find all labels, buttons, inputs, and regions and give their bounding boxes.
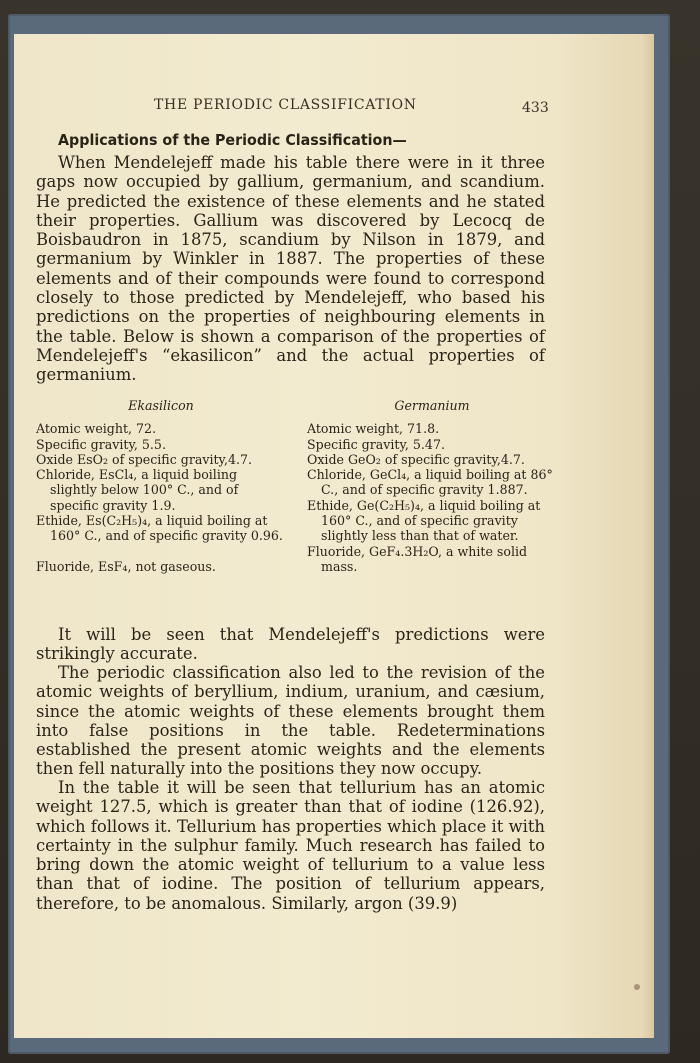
property-entry: Atomic weight, 71.8. [307, 421, 440, 437]
running-header: THE PERIODIC CLASSIFICATION [154, 97, 417, 113]
property-entry: Chloride, GeCl₄, a liquid boiling at 86° C., and of specific gravity 1.887. [307, 467, 553, 498]
property-entry: Oxide GeO₂ of specific gravity,4.7. [307, 451, 525, 467]
property-entry: Specific gravity, 5.5. [36, 436, 166, 452]
page-edge-shadow [640, 34, 654, 1038]
page-number: 433 [522, 100, 549, 116]
paragraph-tellurium: In the table it will be seen that tellurium has an atomic weight 127.5, which is greater than that of iodine (126.92), which follows it. Tellurium has properties which place it with certainty in the sulphur family. Much research has failed to bring down the atomic weight of tellurium to a value less than that of iodine. The position of tellurium appears, therefore, to be anomalous. Similarly, argon (39.9) [36, 778, 545, 913]
property-entry: Chloride, EsCl₄, a liquid boiling slightly below 100° C., and of specific gravity 1.9. [36, 467, 239, 513]
page-sheet [14, 34, 654, 1038]
comparison-column-ekasilicon [36, 398, 286, 574]
entry-spacer [36, 544, 286, 559]
comparison-column-germanium [307, 398, 557, 574]
paragraph-accuracy: It will be seen that Mendelejeff's predictions were strikingly accurate. [36, 625, 545, 664]
property-entry: Ethide, Ge(C₂H₅)₄, a liquid boiling at 160° C., and of specific gravity slightly less than that of water. [307, 497, 541, 544]
property-entry: Atomic weight, 72. [36, 421, 157, 437]
property-entry: Fluoride, EsF₄, not gaseous. [36, 558, 216, 574]
column-heading-ekasilicon: Ekasilicon [128, 398, 194, 413]
paper-stain [634, 984, 640, 990]
property-entry: Ethide, Es(C₂H₅)₄, a liquid boiling at 160° C., and of specific gravity 0.96. [36, 513, 283, 544]
section-title: Applications of the Periodic Classification— [58, 131, 407, 149]
paragraph-revision: The periodic classification also led to the revision of the atomic weights of beryllium, indium, uranium, and cæsium, since the atomic weights of these elements brought them into false positions in the table. Redeterminations established the present atomic weights and the elements then fell naturally into the positions they now occupy. [36, 663, 545, 779]
property-entry: Specific gravity, 5.47. [307, 436, 445, 452]
property-entry: Oxide EsO₂ of specific gravity,4.7. [36, 451, 253, 467]
column-heading-germanium: Germanium [394, 398, 470, 413]
paragraph-intro: When Mendelejeff made his table there were in it three gaps now occupied by gallium, germanium, and scandium. He predicted the existence of these elements and he stated their properties. Gallium was discovered by Lecocq de Boisbaudron in 1875, scandium by Nilson in 1879, and germanium by Winkler in 1887. The properties of these elements and of their compounds were found to correspond closely to those predicted by Mendelejeff, who based his predictions on the properties of neighbouring elements in the table. Below is shown a comparison of the properties of Mendelejeff's “ekasilicon” and the actual properties of germanium. [36, 153, 545, 385]
property-entry: Fluoride, GeF₄.3H₂O, a white solid mass. [307, 543, 528, 574]
